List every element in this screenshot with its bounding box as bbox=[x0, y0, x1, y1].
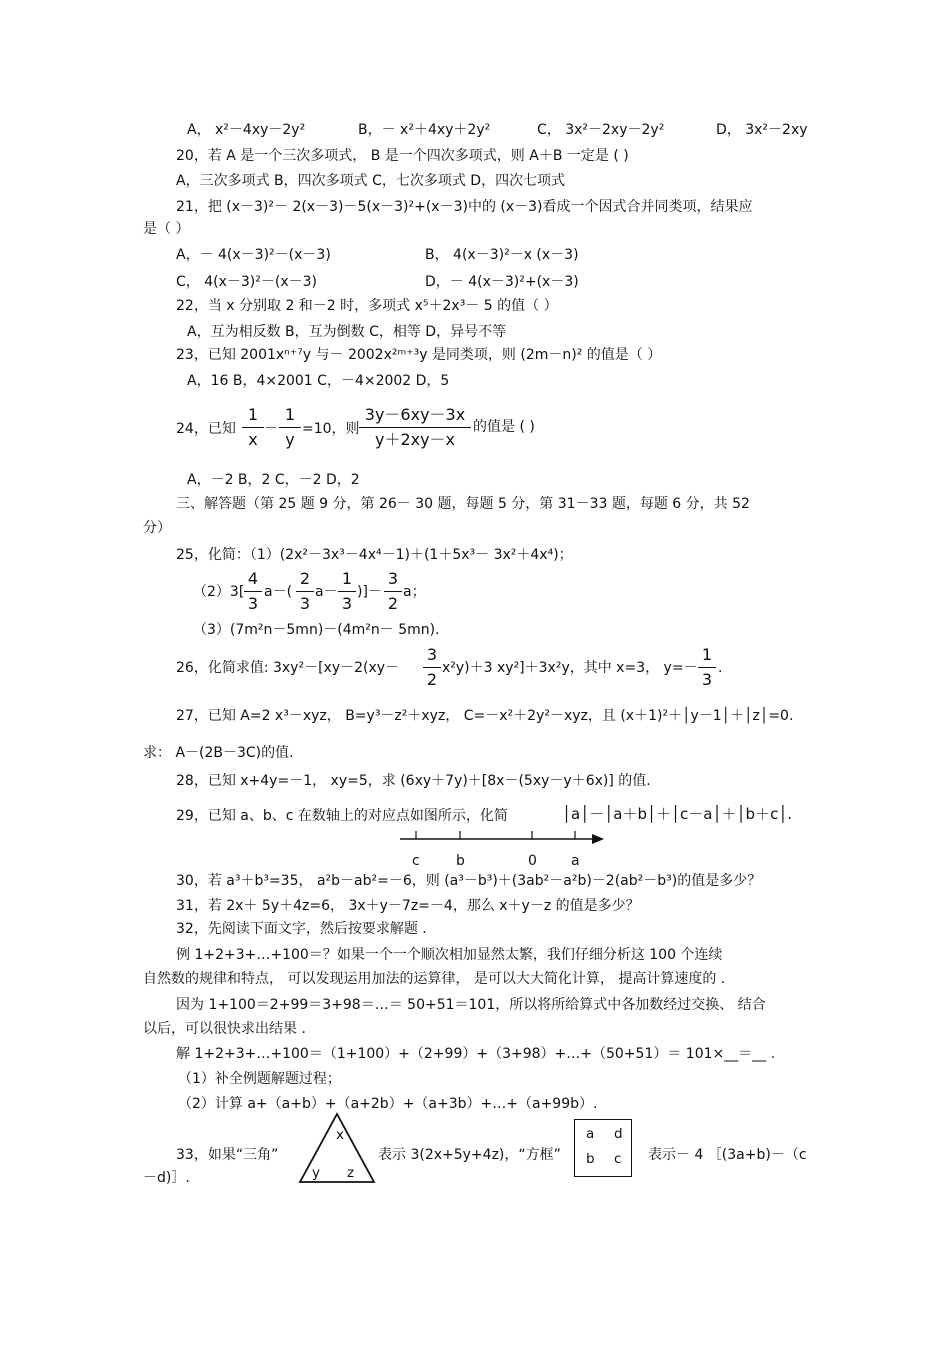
axis-label-c: c bbox=[412, 853, 420, 869]
fraction-bar bbox=[296, 591, 314, 592]
q24-options: A，－2 B，2 C，－2 D，2 bbox=[187, 472, 360, 488]
fraction-denominator: y＋2xy－x bbox=[374, 430, 456, 449]
triangle-label-x: x bbox=[336, 1127, 344, 1143]
fraction-numerator: 4 bbox=[247, 569, 259, 588]
q25-part1: 25，化简：（1）(2x²－3x³－4x⁴－1)＋(1＋5x³－ 3x²＋4x⁴)； bbox=[176, 547, 573, 563]
fraction-denominator: 3 bbox=[701, 670, 713, 689]
box-label-c: c bbox=[614, 1151, 622, 1167]
q20-options: A，三次多项式 B，四次多项式 C，七次多项式 D，四次七项式 bbox=[176, 173, 566, 189]
q23-options: A，16 B，4×2001 C，－4×2002 D，5 bbox=[187, 373, 450, 389]
q32-example-line4: 以后，可以很快求出结果 . bbox=[143, 1021, 306, 1037]
fraction-bar bbox=[279, 427, 301, 428]
q21-option-d: D，－ 4(x－3)²+(x－3) bbox=[425, 274, 579, 290]
q29-stem: 29，已知 a、b、c 在数轴上的对应点如图所示，化简 bbox=[176, 808, 508, 824]
q33-mid: 表示 3(2x+5y+4z)，“方框” bbox=[378, 1147, 561, 1163]
q25-part2-d: a； bbox=[403, 584, 426, 600]
q24-minus: － bbox=[264, 421, 278, 437]
q25-part2-c: )]－ bbox=[357, 584, 382, 600]
q22-stem: 22，当 x 分别取 2 和－2 时，多项式 x⁵＋2x³－ 5 的值（ ） bbox=[176, 298, 558, 314]
fraction-bar bbox=[338, 591, 356, 592]
q33-stem-cont: －d)］. bbox=[143, 1170, 190, 1186]
triangle-label-y: y bbox=[312, 1165, 320, 1181]
q32-example-line2: 自然数的规律和特点， 可以发现运用加法的运算律， 是可以大大简化计算， 提高计算速度的 . bbox=[143, 971, 726, 987]
fraction-denominator: 3 bbox=[247, 594, 259, 613]
q31-stem: 31，若 2x＋ 5y＋4z=6， 3x＋y－7z=－4，那么 x＋y－z 的值是多少？ bbox=[176, 898, 640, 914]
triangle-figure bbox=[298, 1112, 376, 1184]
q25-part2-b: a－ bbox=[315, 584, 338, 600]
q27-stem-cont: 求： A－(2B－3C)的值. bbox=[143, 745, 294, 761]
q32-task-1: （1）补全例题解题过程； bbox=[178, 1071, 341, 1087]
q32-example-line3: 因为 1+100＝2+99＝3+98＝…＝ 50+51＝101，所以将所给算式中各加数经过交换、 结合 bbox=[176, 997, 766, 1013]
q25-fraction-4 bbox=[384, 569, 402, 614]
axis-label-0: 0 bbox=[528, 853, 537, 869]
q21-stem-cont: 是（ ） bbox=[143, 221, 190, 237]
fraction-numerator: 1 bbox=[284, 405, 296, 424]
q24-mid: =10，则 bbox=[302, 421, 360, 437]
fraction-bar bbox=[698, 667, 716, 668]
fraction-denominator: 2 bbox=[426, 670, 438, 689]
q19-option-b: B，－ x²＋4xy＋2y² bbox=[358, 122, 491, 138]
q22-options: A，互为相反数 B，互为倒数 C，相等 D，异号不等 bbox=[187, 324, 507, 340]
fraction-bar bbox=[244, 591, 262, 592]
fraction-numerator: 1 bbox=[341, 569, 353, 588]
fraction-denominator: 3 bbox=[341, 594, 353, 613]
q19-option-a: A， x²－4xy－2y² bbox=[187, 122, 306, 138]
fraction-numerator: 1 bbox=[701, 645, 713, 664]
fraction-bar bbox=[359, 427, 471, 428]
q23-stem: 23，已知 2001xⁿ⁺⁷y 与－ 2002x²ᵐ⁺³y 是同类项，则 (2m－n)² 的值是（ ） bbox=[176, 347, 662, 363]
box-label-b: b bbox=[586, 1151, 595, 1167]
q26-fraction-1 bbox=[423, 645, 441, 690]
fraction-numerator: 3y－6xy－3x bbox=[364, 405, 466, 424]
q20-stem: 20，若 A 是一个三次多项式， B 是一个四次多项式，则 A＋B 一定是 ( ) bbox=[176, 148, 629, 164]
fraction-denominator: y bbox=[285, 430, 295, 449]
q19-option-c: C， 3x²－2xy－2y² bbox=[537, 122, 665, 138]
box-figure bbox=[574, 1119, 632, 1177]
q25-part2-prefix: （2）3[ bbox=[193, 584, 245, 600]
q25-fraction-2 bbox=[296, 569, 314, 614]
q21-option-a: A，－ 4(x－3)²－(x－3) bbox=[176, 247, 331, 263]
q30-stem: 30，若 a³＋b³=35， a²b－ab²=－6，则 (a³－b³)＋(3ab²－a²b)－2(ab²－b³)的值是多少？ bbox=[176, 873, 762, 889]
section-3-heading-cont: 分） bbox=[143, 520, 171, 536]
q26-end: . bbox=[718, 660, 723, 676]
fraction-numerator: 2 bbox=[299, 569, 311, 588]
q33-suffix: 表示－ 4 ［(3a+b)－（c bbox=[648, 1147, 807, 1163]
q24-fraction-3 bbox=[359, 405, 471, 450]
q27-stem: 27，已知 A=2 x³－xyz， B=y³－z²＋xyz， C=－x²＋2y²－xyz，且 (x＋1)²＋│y－1│＋│z│=0. bbox=[176, 708, 794, 724]
fraction-denominator: 3 bbox=[299, 594, 311, 613]
q24-suffix: 的值是 ( ) bbox=[473, 419, 535, 435]
q28-stem: 28，已知 x+4y=－1， xy=5，求 (6xy＋7y)＋[8x－(5xy－y＋6x)] 的值. bbox=[176, 773, 651, 789]
fraction-denominator: x bbox=[248, 430, 258, 449]
q25-part3: （3）(7m²n－5mn)－(4m²n－ 5mn). bbox=[193, 622, 440, 638]
q25-fraction-3 bbox=[338, 569, 356, 614]
q32-task-2: （2）计算 a+（a+b）+（a+2b）+（a+3b）+…+（a+99b）. bbox=[178, 1096, 598, 1112]
q21-stem: 21，把 (x－3)²－ 2(x－3)－5(x－3)²+(x－3)中的 (x－3)看成一个因式合并同类项，结果应 bbox=[176, 199, 753, 215]
q29-expression: │a│－│a＋b│＋│c－a│＋│b＋c│. bbox=[562, 805, 793, 823]
fraction-denominator: 2 bbox=[387, 594, 399, 613]
box-label-a: a bbox=[586, 1126, 595, 1142]
q24-fraction-2 bbox=[279, 405, 301, 450]
fraction-bar bbox=[242, 427, 264, 428]
q26-prefix: 26，化简求值: 3xy²－[xy－2(xy－ bbox=[176, 660, 400, 676]
triangle-label-z: z bbox=[347, 1165, 355, 1181]
fraction-bar bbox=[384, 591, 402, 592]
fraction-numerator: 3 bbox=[426, 645, 438, 664]
q25-part2-a: a－( bbox=[264, 584, 293, 600]
axis-label-a: a bbox=[571, 853, 580, 869]
q32-example-line1: 例 1+2+3+…+100＝？如果一个一个顺次相加显然太繁，我们仔细分析这 100 个连续 bbox=[176, 947, 723, 963]
q25-fraction-1 bbox=[244, 569, 262, 614]
q24-fraction-1 bbox=[242, 405, 264, 450]
q24-prefix: 24，已知 bbox=[176, 421, 236, 437]
fraction-numerator: 1 bbox=[247, 405, 259, 424]
q19-option-d: D， 3x²－2xy bbox=[716, 122, 808, 138]
q33-prefix: 33，如果“三角” bbox=[176, 1147, 279, 1163]
axis-label-b: b bbox=[456, 853, 465, 869]
fraction-bar bbox=[423, 667, 441, 668]
q21-option-c: C， 4(x－3)²－(x－3) bbox=[176, 274, 317, 290]
fraction-numerator: 3 bbox=[387, 569, 399, 588]
box-label-d: d bbox=[614, 1126, 623, 1142]
q26-mid: x²y)＋3 xy²]＋3x²y，其中 x=3， y=－ bbox=[442, 660, 698, 676]
q32-solution: 解 1+2+3+…+100＝（1+100）+（2+99）+（3+98）+…+（50+51）＝ 101×__＝__ . bbox=[176, 1046, 776, 1062]
q32-stem: 32，先阅读下面文字，然后按要求解题 . bbox=[176, 921, 427, 937]
section-3-heading: 三、解答题（第 25 题 9 分，第 26－ 30 题，每题 5 分，第 31－33 题，每题 6 分，共 52 bbox=[176, 496, 750, 512]
q26-fraction-2 bbox=[698, 645, 716, 690]
q21-option-b: B， 4(x－3)²－x (x－3) bbox=[425, 247, 579, 263]
number-line bbox=[398, 826, 608, 852]
